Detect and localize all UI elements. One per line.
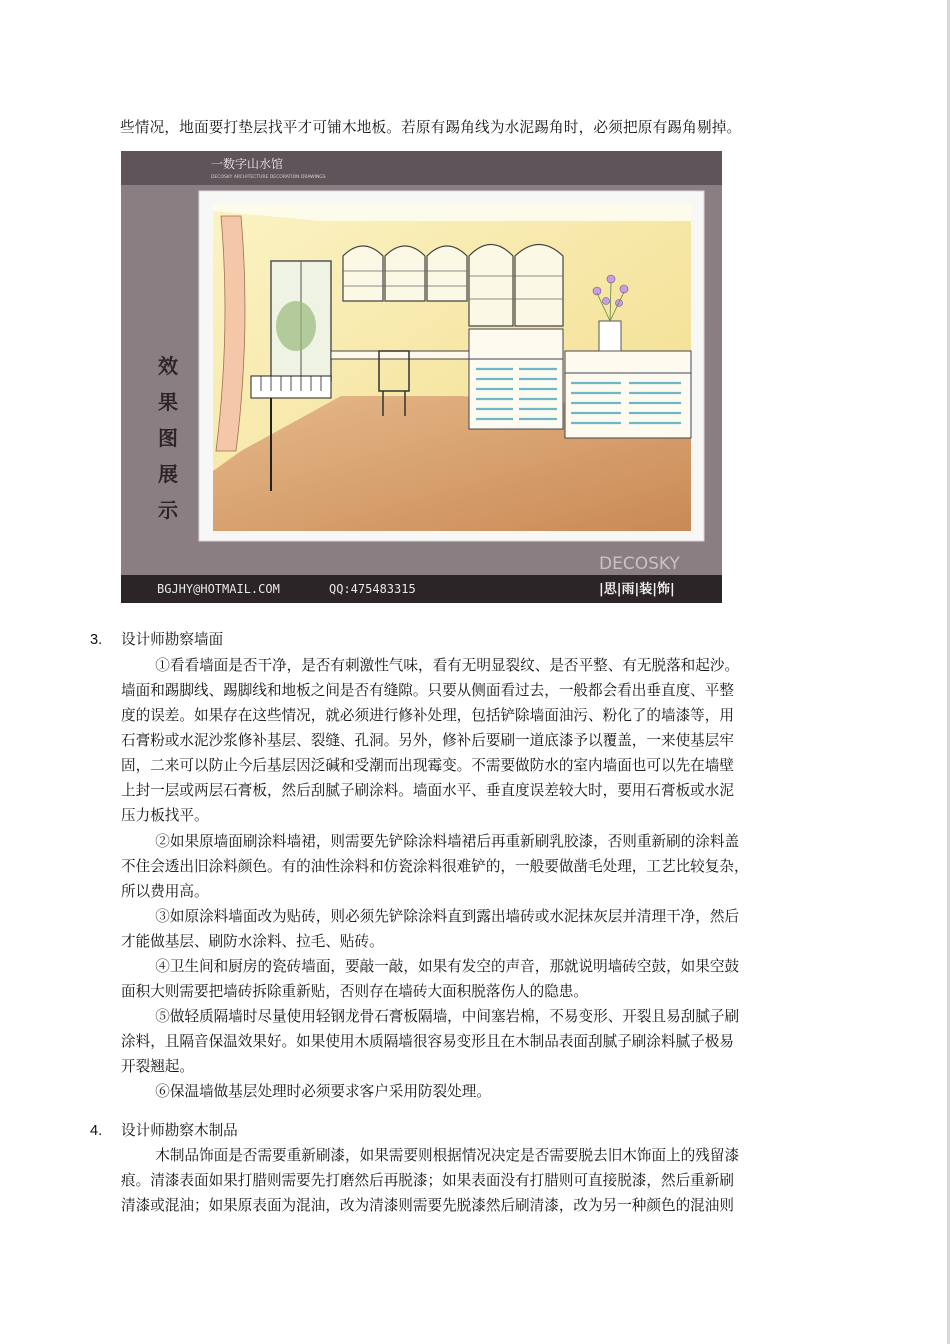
- paragraph: [121, 954, 825, 1004]
- brand-logo: DECOSKY: [599, 554, 680, 574]
- paragraph: [121, 1143, 825, 1218]
- section-title: 设计师勘察木制品: [121, 1122, 238, 1139]
- paragraph: [121, 1004, 825, 1079]
- email-text: BGJHY@HOTMAIL.COM: [157, 582, 280, 596]
- section-number: 4.: [90, 1123, 103, 1139]
- text-line: 清漆或混油；如果原表面为混油，改为清漆则需要先脱漆然后刷清漆，改为另一种颜色的混油则: [121, 1197, 734, 1214]
- paragraph: [121, 904, 825, 954]
- section-number: 3.: [90, 632, 103, 648]
- text-line: 痕。清漆表面如果打腊则需要先打磨然后再脱漆；如果表面没有打腊则可直接脱漆，然后重新刷: [121, 1172, 734, 1189]
- section-4: [90, 1119, 830, 1144]
- intro-text-line: 些情况，地面要打垫层找平才可铺木地板。若原有踢角线为水泥踢角时，必须把原有踢角剔掉。: [120, 119, 742, 136]
- text-line: 开裂翘起。: [121, 1058, 194, 1075]
- text-line: 固，二来可以防止今后基层因泛碱和受潮而出现霉变。不需要做防水的室内墙面也可以先在墙壁: [121, 757, 734, 774]
- section-3: [90, 628, 830, 653]
- section-4-heading: [90, 1119, 830, 1144]
- text-line: 木制品饰面是否需要重新刷漆，如果需要则根据情况决定是否需要脱去旧木饰面上的残留漆: [155, 1147, 740, 1164]
- text-line: 不住会透出旧涂料颜色。有的油性涂料和仿瓷涂料很难铲的，一般要做凿毛处理，工艺比较复杂，: [121, 858, 749, 875]
- text-line: 才能做基层、刷防水涂料、拉毛、贴砖。: [121, 933, 384, 950]
- side-title-char: 图: [158, 426, 178, 450]
- text-line: 上封一层或两层石膏板，然后刮腻子刷涂料。墙面水平、垂直度误差较大时，要用石膏板或水泥: [121, 782, 734, 799]
- text-line: 所以费用高。: [121, 883, 209, 900]
- text-line: ⑤做轻质隔墙时尽量使用轻钢龙骨石膏板隔墙，中间塞岩棉，不易变形、开裂且易刮腻子刷: [155, 1008, 740, 1025]
- brand-cn: |思|雨|装|饰|: [599, 582, 675, 597]
- text-line: ①看看墙面是否干净，是否有刺激性气味，看有无明显裂纹、是否平整、有无脱落和起沙。: [155, 657, 740, 674]
- text-line: 度的误差。如果存在这些情况，就必须进行修补处理，包括铲除墙面油污、粉化了的墙漆等，用: [121, 707, 734, 724]
- text-line: 压力板找平。: [121, 807, 209, 824]
- text-line: 面积大则需要把墙砖拆除重新贴，否则存在墙砖大面积脱落伤人的隐患。: [121, 983, 589, 1000]
- section-title: 设计师勘察墙面: [121, 631, 224, 648]
- text-line: 墙面和踢脚线、踢脚线和地板之间是否有缝隙。只要从侧面看过去，一般都会看出垂直度、平整: [121, 682, 734, 699]
- text-line: ③如原涂料墙面改为贴砖，则必须先铲除涂料直到露出墙砖或水泥抹灰层并清理干净，然后: [155, 908, 740, 925]
- paragraph: [121, 1079, 825, 1104]
- side-title-char: 示: [158, 498, 178, 522]
- top-logo: 一数字山水馆: [211, 157, 284, 171]
- top-subtitle: DECOSKY ARCHITECTURE DECORATION DRAWINGS: [211, 175, 326, 180]
- text-line: 涂料，且隔音保温效果好。如果使用木质隔墙很容易变形且在木制品表面刮腻子刷涂料腻子极易: [121, 1033, 734, 1050]
- text-line: ②如果原墙面刷涂料墙裙，则需要先铲除涂料墙裙后再重新刷乳胶漆，否则重新刷的涂料盖: [155, 833, 740, 850]
- side-title-char: 展: [158, 462, 178, 486]
- paragraph: [121, 653, 825, 828]
- side-title-char: 效: [158, 354, 178, 378]
- section-3-heading: [90, 628, 830, 653]
- rendering-illustration: [121, 151, 722, 603]
- qq-text: QQ:475483315: [329, 582, 416, 596]
- side-title-char: 果: [158, 390, 178, 414]
- text-line: ④卫生间和厨房的瓷砖墙面，要敲一敲，如果有发空的声音，那就说明墙砖空鼓，如果空鼓: [155, 958, 740, 975]
- text-line: ⑥保温墙做基层处理时必须要求客户采用防裂处理。: [155, 1083, 491, 1100]
- paragraph: [121, 829, 825, 904]
- text-line: 石膏粉或水泥沙浆修补基层、裂缝、孔洞。另外，修补后要刷一道底漆予以覆盖，一来使基层牢: [121, 732, 734, 749]
